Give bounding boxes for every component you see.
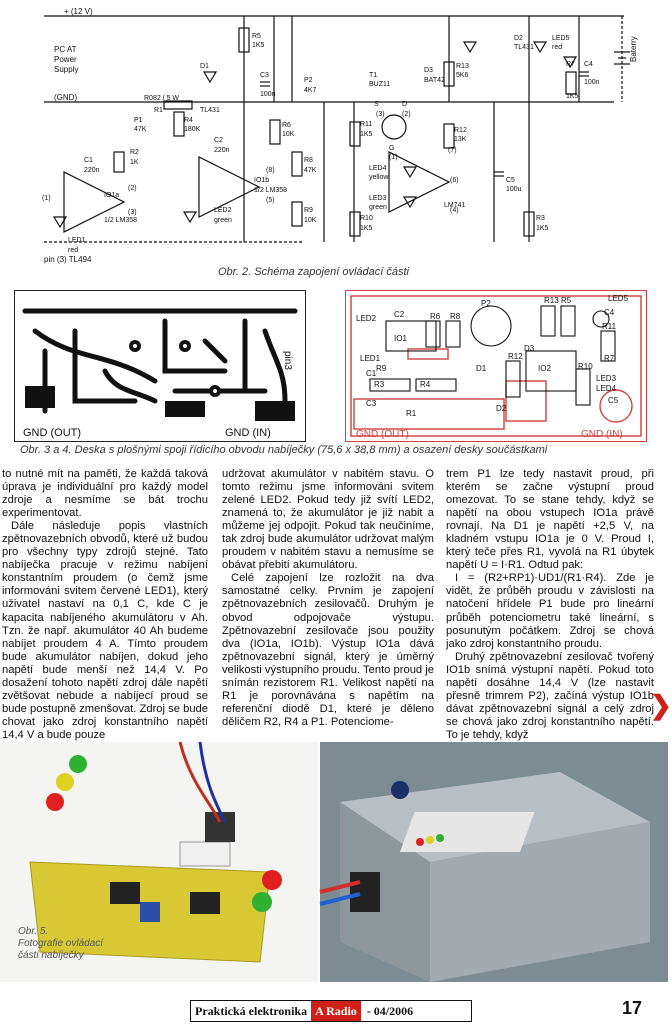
text-column-3 (446, 468, 654, 742)
magazine-name: Praktická elektronika (195, 1003, 308, 1018)
part-label: (1) (389, 154, 398, 161)
pcb1-gnd-out: GND (OUT) (23, 427, 82, 439)
photo-control-board (0, 742, 318, 982)
part-label: 220n (84, 167, 100, 174)
part-label: C4 (584, 61, 593, 68)
part-label: R13 (456, 63, 469, 70)
photo-power-supply (320, 742, 668, 982)
pcb-part-label: IO1 (394, 334, 407, 343)
part-label: 47K (134, 126, 147, 133)
part-label: red (68, 247, 79, 254)
part-label: R6 (282, 122, 291, 129)
part-label: S (374, 101, 379, 108)
paragraph: Celé zapojení lze rozložit na dva samostatné celky. Prvním je zapojení zpětnovazebních zesilovačů. Druhým je obvod odpojovače výstupu. Zpětnovazební zesilovače jsou použity dva (IO1a, IO1b). Výstup IO1a dává zpětnovazební signál, který je úměrný velikosti výstupního proudu. Tento proud je snímán rezistorem R1. Velikost napětí na R1 je porovnávána s napětím na referenční diodě D1, které je děleno děličem R2, R4 a P1. Potenciome- (222, 572, 434, 728)
pcb-part-label: LED1 (360, 354, 381, 363)
pcb-part-label: D2 (496, 404, 507, 413)
part-label: R11 (360, 121, 373, 128)
pcb-part-label: R7 (604, 354, 615, 363)
part-label: 5K6 (456, 72, 469, 79)
pcb-part-label: R10 (578, 362, 593, 371)
pcb-part-label: R11 (602, 322, 617, 331)
part-label: R8 (304, 157, 313, 164)
pcb-part-label: R12 (508, 352, 523, 361)
label-psu-2: Power (54, 55, 77, 64)
part-label: LED3 (369, 195, 387, 202)
part-label: C5 (506, 177, 515, 184)
part-label: LED4 (369, 165, 387, 172)
part-label: 1K (130, 159, 139, 166)
pcb-part-label: C5 (608, 396, 619, 405)
part-label: 4K7 (304, 87, 317, 94)
part-label: TL431 (514, 44, 534, 51)
part-label: 1K5 (566, 93, 579, 100)
part-label: LM741 (444, 202, 466, 209)
part-label: 13K (454, 136, 467, 143)
pcb-part-label: R1 (406, 409, 417, 418)
pcb-part-label: LED3 (596, 374, 617, 383)
part-label: 1K5 (360, 131, 373, 138)
label-psu-3: Supply (54, 65, 79, 74)
continue-arrow-icon: ❯ (650, 690, 672, 720)
part-label: R3 (536, 215, 545, 222)
part-label: (7) (448, 147, 457, 154)
part-label: 1/2 LM358 (104, 217, 138, 224)
label-12v: + (12 V) (64, 7, 93, 16)
pcb-component-layout (345, 290, 647, 442)
part-label: (8) (266, 167, 275, 174)
paragraph: I = (R2+RP1)·UD1/(R1·R4). Zde je vidět, že průběh proudu v závislosti na natočení hřídele P1 bude pro lineární průběh potenciometru také lineární, s posunutým počátkem. Zdroj se chová jako zdroj konstantního proudu. (446, 572, 654, 650)
part-label: LED5 (552, 35, 570, 42)
part-label: LED2 (214, 207, 232, 214)
part-label: C2 (214, 137, 223, 144)
part-label: C1 (84, 157, 93, 164)
caption-fig5-line2: Fotografie ovládací (18, 938, 104, 949)
part-label: (3) (376, 111, 385, 118)
pcb-part-label: IO2 (538, 364, 551, 373)
pcb-part-label: LED2 (356, 314, 377, 323)
pcb-part-label: R3 (374, 380, 385, 389)
pcb-part-label: R6 (430, 312, 441, 321)
part-label: LED1 (68, 237, 86, 244)
pcb-part-label: R8 (450, 312, 461, 321)
text-column-1 (2, 468, 208, 742)
part-label: green (214, 217, 232, 224)
label-gnd: (GND) (54, 93, 78, 102)
paragraph: Druhý zpětnovazební zesilovač tvořený IO1b snímá výstupní napětí. Pokud toto napětí dosáhne 14,4 V (lze nastavit přesně trimrem P2), začíná výstup IO1b dávat zpětnovazební signál a celý zdroj se chová jako zdroj konstantního napětí. To je tehdy, když (446, 650, 654, 741)
part-label: 10K (304, 217, 317, 224)
part-label: R7 (566, 61, 575, 68)
pcb-part-label: LED5 (608, 294, 629, 303)
text-column-2 (222, 468, 434, 729)
label-battery: Baterry (629, 36, 638, 62)
part-label: R2 (130, 149, 139, 156)
pcb-part-label: R5 (561, 296, 572, 305)
pcb-part-label: LED4 (596, 384, 617, 393)
part-label: 47K (304, 167, 317, 174)
part-label: 100n (584, 79, 600, 86)
part-label: (2) (128, 185, 137, 192)
part-label: TL431 (200, 107, 220, 114)
part-label: 100u (506, 186, 522, 193)
page-number: 17 (622, 998, 643, 1018)
part-label: 220n (214, 147, 230, 154)
paragraph: to nutné mít na paměti, že každá taková úprava je individuální pro každý model zdroje a nesmíme se bát trochu experimentovat. (2, 468, 208, 520)
part-label: 100n (260, 91, 276, 98)
magazine-footer (190, 1000, 472, 1022)
magazine-name-accent: A Radio (311, 1001, 361, 1021)
part-label: D3 (424, 67, 433, 74)
paragraph: trem P1 lze tedy nastavit proud, při kterém se začne výstupní proud omezovat. To se stane tehdy, když se napětí na obou vstupech IO1a právě rovnají. Na D1 je napětí +2,5 V, na kladném vstupu IO1a je 0 V. Proud I, který teče přes R1, vyvolá na R1 úbytek napětí U = I·R1. Odtud pak: (446, 468, 654, 572)
part-label: R082 / 5 W (144, 95, 180, 102)
part-label: (5) (266, 197, 275, 204)
paragraph: udržovat akumulátor v nabitém stavu. O tomto režimu jsme informováni svitem zelené LED2. Pokud tedy již svítí LED2, znamená to, že akumulátor je již nabit a můžeme jej odpojit. Pokud tak neučiníme, tak zdroj bude akumulátor udržovat malým proudem v nabitém stavu a nemusíme se obávat přebití akumulátoru. (222, 468, 434, 572)
label-psu-1: PC AT (54, 45, 77, 54)
caption-fig5-line1: Obr. 5. (18, 926, 49, 937)
pcb-part-label: D1 (476, 364, 487, 373)
pcb-part-label: C1 (366, 369, 377, 378)
part-label: (6) (450, 177, 459, 184)
part-label: BUZ11 (369, 81, 391, 88)
part-label: R10 (360, 215, 373, 222)
part-label: D2 (514, 35, 523, 42)
part-label: D (402, 101, 408, 108)
part-label: (2) (402, 111, 411, 118)
part-label: IO1b (254, 177, 270, 184)
part-label: D1 (200, 63, 209, 70)
pcb-part-label: C2 (394, 310, 405, 319)
pcb-part-label: R4 (420, 380, 431, 389)
part-label: 10K (282, 131, 295, 138)
pcb-part-label: P2 (481, 299, 491, 308)
part-label: C3 (260, 72, 269, 79)
part-label: R9 (304, 207, 313, 214)
part-label: R12 (454, 127, 467, 134)
caption-fig5-line3: části nabíječky (18, 950, 84, 961)
part-label: green (369, 204, 387, 211)
part-label: 1K5 (536, 225, 549, 232)
pcb-part-label: R9 (376, 364, 387, 373)
paragraph: Dále následuje popis vlastních zpětnovazebních obvodů, které už budou pro všechny typy zdrojů stejné. Tato nabíječka pracuje v režimu nabíjení konstantním proudem (o čemž jsme informováni svitem červené LED1), který uživatel nastaví na 0,1 C, kde C je kapacita nabíjeného akumulátoru v Ah. Tzn. že např. akumulátor 40 Ah budeme nabíjet proudem 4 A. Tímto proudem bude akumulátor nabíjen, dokud jeho napětí bude menší než 14,4 V. Po dosažení tohoto napětí zdroj dále napětí zvětšovat nebude a nabíjecí proud se bude postupně zmenšovat. Zdroj se bude chovat jako zdroj konstantního napětí 14,4 V a bude pouze (2, 520, 208, 741)
pcb2-gnd-in: GND (IN) (581, 429, 623, 440)
issue-number: - 04/2006 (366, 1003, 414, 1018)
part-label: (4) (450, 207, 459, 214)
part-label: red (552, 44, 563, 51)
part-label: R1 (154, 107, 163, 114)
pcb-part-label: D3 (524, 344, 535, 353)
caption-fig34: Obr. 3 a 4. Deska s plošnými spoji řídicího obvodu nabíječky (75,6 x 38,8 mm) a osazení desky součástkami (20, 444, 548, 456)
part-label: G (389, 145, 395, 152)
part-label: 1K5 (360, 225, 373, 232)
part-label: R4 (184, 117, 193, 124)
pcb1-pin3: pin3 (282, 351, 293, 370)
part-label: BAT42 (424, 77, 445, 84)
schematic-diagram (24, 2, 660, 264)
part-label: 1K5 (252, 42, 265, 49)
label-pin3: pin (3) TL494 (44, 255, 92, 264)
part-label: P1 (134, 117, 143, 124)
schematic-part-labels (42, 33, 600, 254)
part-label: yellow (369, 174, 389, 181)
pcb-part-label: C3 (366, 399, 377, 408)
pcb-copper-layout (14, 290, 306, 442)
part-label: R5 (252, 33, 261, 40)
part-label: (1) (42, 195, 51, 202)
caption-fig2: Obr. 2. Schéma zapojení ovládací části (218, 266, 409, 278)
pcb2-gnd-out: GND (OUT) (356, 429, 409, 440)
part-label: 180K (184, 126, 201, 133)
part-label: IO1a (104, 192, 120, 199)
part-label: T1 (369, 72, 378, 79)
part-label: (3) (128, 209, 137, 216)
part-label: P2 (304, 77, 313, 84)
pcb-part-label: C4 (604, 308, 615, 317)
part-label: 1/2 LM358 (254, 187, 288, 194)
pcb-part-label: R13 (544, 296, 559, 305)
pcb1-gnd-in: GND (IN) (225, 427, 271, 439)
